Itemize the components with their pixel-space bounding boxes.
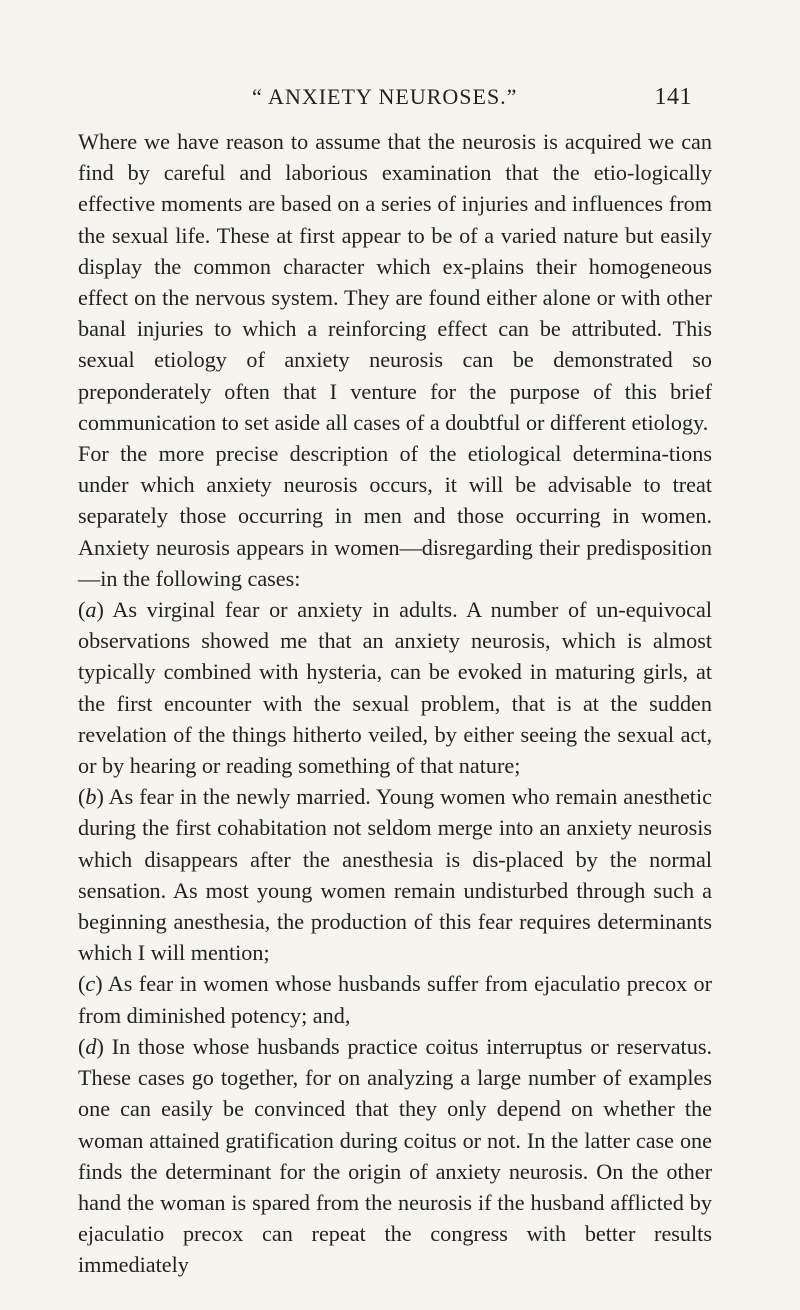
paragraph: Where we have reason to assume that the neurosis is acquired we can find by careful and laborious examination that the etio-logically effective moments are based on a series of injuries and influences from the sexual life. These at first appear to be of a varied nature but easily display the common character which ex-plains their homogeneous effect on the nervous system. They are found either alone or with other banal injuries to which a reinforcing effect can be attributed. This sexual etiology of anxiety neurosis can be demonstrated so preponderately often that I venture for the purpose of this brief communication to set aside all cases of a doubtful or different etiology. [78,129,712,435]
list-item: (a) As virginal fear or anxiety in adults. A number of un-equivocal observations showed me that an anxiety neurosis, which is almost typically combined with hysteria, can be evoked in maturing girls, at the first encounter with the sexual problem, that is at the sudden revelation of the things hitherto veiled, by either seeing the sexual act, or by hearing or reading something of that nature; [78,597,712,779]
list-item-label: d [85,1033,97,1059]
list-item: (d) In those whose husbands practice coitus interruptus or reservatus. These cases go together, for on analyzing a large number of examples one can easily be convinced that they only depend on whether the woman attained gratification during coitus or not. In the latter case one finds the determinant for the origin of anxiety neurosis. On the other hand the woman is spared from the neurosis if the husband afflicted by ejaculatio precox can repeat the congress with better results immediately [78,1033,712,1278]
list-item: (b) As fear in the newly married. Young women who remain anesthetic during the first cohabitation not seldom merge into an anxiety neurosis which disappears after the anesthesia is dis-placed by the normal sensation. As most young women remain undisturbed through such a beginning anesthesia, the production of this fear requires determinants which I will mention; [78,784,712,966]
list-item-text: As virginal fear or anxiety in adults. A number of un-equivocal observations showed me that an anxiety neurosis, which is almost typically combined with hysteria, can be evoked in maturing girls, at the first encounter with the sexual problem, that is at the sudden revelation of the things hitherto veiled, by either seeing the sexual act, or by hearing or reading something of that nature; [78,597,712,779]
list-item-text: As fear in the newly married. Young women who remain anesthetic during the first cohabitation not seldom merge into an anxiety neurosis which disappears after the anesthesia is dis-placed by the normal sensation. As most young women remain undisturbed through such a beginning anesthesia, the production of this fear requires determinants which I will mention; [78,784,712,966]
running-head [252,84,692,120]
body-text [78,126,712,1281]
list-item-label: b [85,784,97,810]
list-item: (c) As fear in women whose husbands suffer from ejaculatio precox or from diminished potency; and, [78,971,712,1028]
paragraph: For the more precise description of the etiological determina-tions under which anxiety neurosis occurs, it will be advisable to treat separately those occurring in men and those occurring in women. Anxiety neurosis appears in women—disregarding their predisposition—in the following cases: [78,441,712,591]
page-number: 141 [654,84,692,110]
list-item-text: As fear in women whose husbands suffer from ejaculatio precox or from diminished potency; and, [78,971,712,1028]
list-item-label: a [85,597,97,623]
running-head-title: “ ANXIETY NEUROSES.” [252,84,518,109]
list-item-label: c [85,971,96,997]
list-item-text: In those whose husbands practice coitus interruptus or reservatus. These cases go together, for on analyzing a large number of examples one can easily be convinced that they only depend on whether the woman attained gratification during coitus or not. In the latter case one finds the determinant for the origin of anxiety neurosis. On the other hand the woman is spared from the neurosis if the husband afflicted by ejaculatio precox can repeat the congress with better results immediately [78,1033,712,1278]
